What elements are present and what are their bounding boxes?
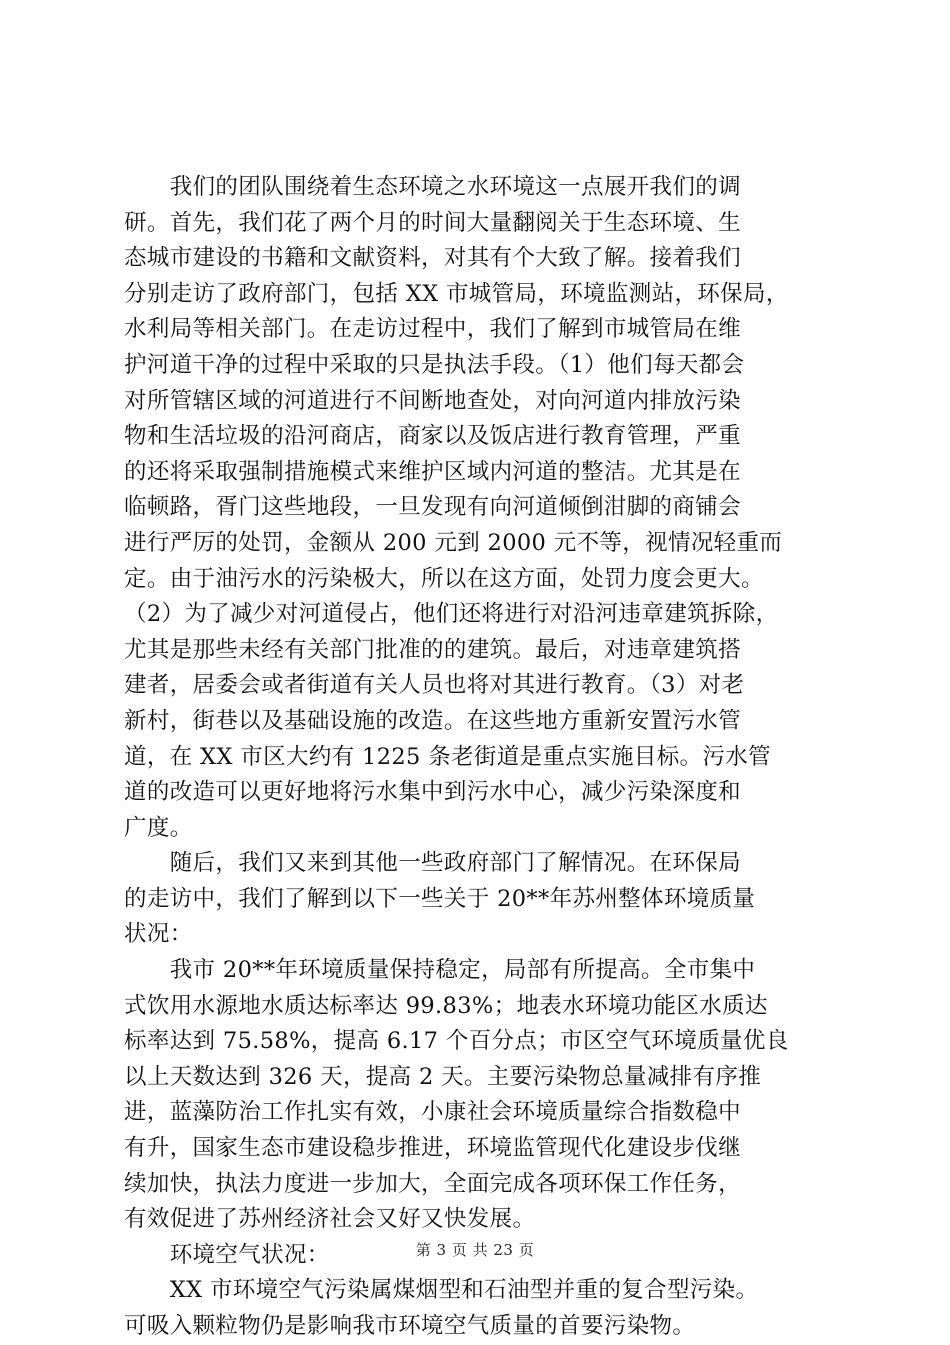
text-line: 对所管辖区域的河道进行不间断地查处，对向河道内排放污染 <box>124 387 741 414</box>
text-line: 环境空气状况： <box>124 1241 330 1268</box>
text-line: 新村，街巷以及基础设施的改造。在这些地方重新安置污水管 <box>124 707 741 734</box>
text-line: 广度。 <box>124 814 193 841</box>
text-line: 有升，国家生态市建设稳步推进，环境监管现代化建设步伐继 <box>124 1135 741 1162</box>
text-line: 状况： <box>124 921 193 948</box>
text-line: 进行严厉的处罚，金额从 200 元到 2000 元不等，视情况轻重而 <box>124 529 783 556</box>
text-line: 的还将采取强制措施模式来维护区域内河道的整洁。尤其是在 <box>124 458 741 485</box>
text-line: 可吸入颗粒物仍是影响我市环境空气质量的首要污染物。 <box>124 1313 696 1339</box>
body-text <box>124 170 844 1345</box>
text-line: （2）为了减少对河道侵占，他们还将进行对沿河违章建筑拆除， <box>124 601 779 628</box>
text-line: 续加快，执法力度进一步加大，全面完成各项环保工作任务， <box>124 1170 741 1197</box>
text-line: 护河道干净的过程中采取的只是执法手段。（1）他们每天都会 <box>124 351 745 378</box>
text-line: 临顿路，胥门这些地段，一旦发现有向河道倾倒泔脚的商铺会 <box>124 494 741 521</box>
text-line: 进，蓝藻防治工作扎实有效，小康社会环境质量综合指数稳中 <box>124 1099 741 1126</box>
text-line: 定。由于油污水的污染极大，所以在这方面，处罚力度会更大。 <box>124 565 764 592</box>
text-line: 分别走访了政府部门，包括 XX 市城管局，环境监测站，环保局， <box>124 280 789 307</box>
text-line: 有效促进了苏州经济社会又好又快发展。 <box>124 1206 536 1233</box>
text-line: 随后，我们又来到其他一些政府部门了解情况。在环保局 <box>124 850 741 877</box>
text-line: 建者，居委会或者街道有关人员也将对其进行教育。（3）对老 <box>124 672 745 699</box>
text-line: 以上天数达到 326 天，提高 2 天。主要污染物总量减排有序推 <box>124 1063 762 1090</box>
text-line: 我市 20**年环境质量保持稳定，局部有所提高。全市集中 <box>124 957 756 984</box>
text-line: 的走访中，我们了解到以下一些关于 20**年苏州整体环境质量 <box>124 885 756 912</box>
text-line: 态城市建设的书籍和文献资料，对其有个大致了解。接着我们 <box>124 245 741 272</box>
text-line: 标率达到 75.58%，提高 6.17 个百分点；市区空气环境质量优良 <box>124 1028 789 1055</box>
text-line: 道，在 XX 市区大约有 1225 条老街道是重点实施目标。污水管 <box>124 743 771 770</box>
text-line: 物和生活垃圾的沿河商店，商家以及饭店进行教育管理，严重 <box>124 423 741 450</box>
text-line: 道的改造可以更好地将污水集中到污水中心，减少污染深度和 <box>124 779 741 806</box>
text-line: 水利局等相关部门。在走访过程中，我们了解到市城管局在维 <box>124 316 741 343</box>
text-line: 式饮用水源地水质达标率达 99.83%；地表水环境功能区水质达 <box>124 992 768 1019</box>
page-number-footer: 第 3 页 共 23 页 <box>415 1241 535 1259</box>
text-line: XX 市环境空气污染属煤烟型和石油型并重的复合型污染。 <box>124 1277 759 1304</box>
text-line: 我们的团队围绕着生态环境之水环境这一点展开我们的调 <box>124 174 741 200</box>
text-line: 尤其是那些未经有关部门批准的的建筑。最后，对违章建筑搭 <box>124 636 741 663</box>
text-line: 研。首先，我们花了两个月的时间大量翻阅关于生态环境、生 <box>124 209 741 236</box>
